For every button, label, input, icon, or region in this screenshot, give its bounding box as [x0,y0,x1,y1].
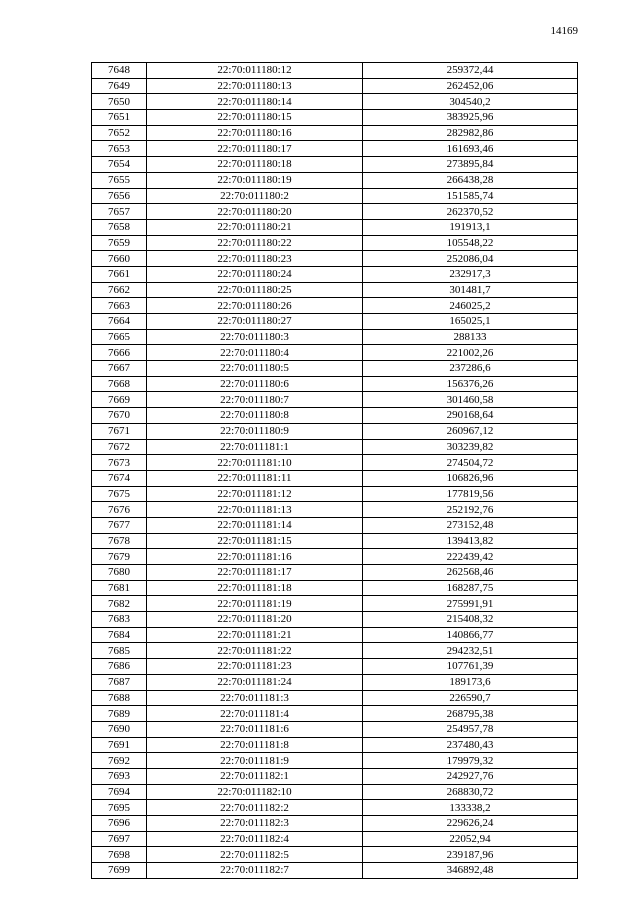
row-number-cell: 7656 [92,188,147,204]
cadastral-number-cell: 22:70:011180:25 [147,282,363,298]
value-cell: 282982,86 [363,125,578,141]
cadastral-number-cell: 22:70:011181:12 [147,486,363,502]
cadastral-number-cell: 22:70:011180:9 [147,423,363,439]
value-cell: 161693,46 [363,141,578,157]
table-row [92,627,578,643]
table-row [92,784,578,800]
value-cell: 239187,96 [363,847,578,863]
value-cell: 133338,2 [363,800,578,816]
cadastral-number-cell: 22:70:011182:2 [147,800,363,816]
cadastral-number-cell: 22:70:011182:5 [147,847,363,863]
table-row [92,674,578,690]
row-number-cell: 7671 [92,423,147,439]
row-number-cell: 7665 [92,329,147,345]
table-row [92,314,578,330]
table-row [92,721,578,737]
cadastral-number-cell: 22:70:011182:4 [147,831,363,847]
cadastral-number-cell: 22:70:011182:10 [147,784,363,800]
cadastral-number-cell: 22:70:011181:15 [147,533,363,549]
table-row [92,847,578,863]
table-row [92,141,578,157]
value-cell: 262568,46 [363,565,578,581]
row-number-cell: 7679 [92,549,147,565]
table-row [92,580,578,596]
cadastral-number-cell: 22:70:011180:22 [147,235,363,251]
row-number-cell: 7688 [92,690,147,706]
cadastral-number-cell: 22:70:011181:4 [147,706,363,722]
row-number-cell: 7654 [92,157,147,173]
value-cell: 262452,06 [363,78,578,94]
value-cell: 242927,76 [363,768,578,784]
cadastral-number-cell: 22:70:011181:22 [147,643,363,659]
table-row [92,298,578,314]
cadastral-number-cell: 22:70:011181:17 [147,565,363,581]
cadastral-number-cell: 22:70:011180:13 [147,78,363,94]
value-cell: 191913,1 [363,219,578,235]
value-cell: 246025,2 [363,298,578,314]
table-row [92,329,578,345]
row-number-cell: 7650 [92,94,147,110]
row-number-cell: 7657 [92,204,147,220]
row-number-cell: 7681 [92,580,147,596]
row-number-cell: 7685 [92,643,147,659]
value-cell: 346892,48 [363,863,578,879]
cadastral-number-cell: 22:70:011180:15 [147,110,363,126]
value-cell: 301481,7 [363,282,578,298]
row-number-cell: 7655 [92,172,147,188]
table-row [92,219,578,235]
row-number-cell: 7668 [92,376,147,392]
value-cell: 259372,44 [363,63,578,79]
value-cell: 168287,75 [363,580,578,596]
table-row [92,110,578,126]
table-row [92,251,578,267]
cadastral-number-cell: 22:70:011180:7 [147,392,363,408]
value-cell: 156376,26 [363,376,578,392]
cadastral-number-cell: 22:70:011180:12 [147,63,363,79]
table-row [92,533,578,549]
cadastral-number-cell: 22:70:011181:24 [147,674,363,690]
table-body [92,63,578,879]
value-cell: 275991,91 [363,596,578,612]
cadastral-number-cell: 22:70:011180:2 [147,188,363,204]
cadastral-number-cell: 22:70:011182:7 [147,863,363,879]
value-cell: 254957,78 [363,721,578,737]
table-row [92,470,578,486]
row-number-cell: 7687 [92,674,147,690]
row-number-cell: 7667 [92,361,147,377]
table-row [92,612,578,628]
value-cell: 268830,72 [363,784,578,800]
table-row [92,863,578,879]
page-number: 14169 [550,25,578,37]
value-cell: 221002,26 [363,345,578,361]
value-cell: 222439,42 [363,549,578,565]
cadastral-number-cell: 22:70:011181:16 [147,549,363,565]
cadastral-number-cell: 22:70:011180:21 [147,219,363,235]
value-cell: 229626,24 [363,816,578,832]
row-number-cell: 7697 [92,831,147,847]
value-cell: 106826,96 [363,470,578,486]
cadastral-number-cell: 22:70:011181:1 [147,439,363,455]
value-cell: 105548,22 [363,235,578,251]
table-row [92,549,578,565]
value-cell: 22052,94 [363,831,578,847]
row-number-cell: 7682 [92,596,147,612]
value-cell: 301460,58 [363,392,578,408]
value-cell: 294232,51 [363,643,578,659]
cadastral-number-cell: 22:70:011180:24 [147,266,363,282]
cadastral-number-cell: 22:70:011180:16 [147,125,363,141]
row-number-cell: 7673 [92,455,147,471]
value-cell: 268795,38 [363,706,578,722]
cadastral-number-cell: 22:70:011181:14 [147,517,363,533]
table-row [92,408,578,424]
table-row [92,565,578,581]
row-number-cell: 7678 [92,533,147,549]
row-number-cell: 7663 [92,298,147,314]
row-number-cell: 7698 [92,847,147,863]
row-number-cell: 7696 [92,816,147,832]
row-number-cell: 7677 [92,517,147,533]
row-number-cell: 7675 [92,486,147,502]
table-row [92,235,578,251]
cadastral-number-cell: 22:70:011181:9 [147,753,363,769]
cadastral-number-cell: 22:70:011180:20 [147,204,363,220]
row-number-cell: 7653 [92,141,147,157]
table-row [92,596,578,612]
table-row [92,502,578,518]
cadastral-number-cell: 22:70:011181:20 [147,612,363,628]
value-cell: 252086,04 [363,251,578,267]
cadastral-number-cell: 22:70:011181:23 [147,659,363,675]
table-row [92,439,578,455]
value-cell: 288133 [363,329,578,345]
cadastral-number-cell: 22:70:011180:18 [147,157,363,173]
cadastral-number-cell: 22:70:011181:18 [147,580,363,596]
table-row [92,204,578,220]
table-row [92,78,578,94]
row-number-cell: 7674 [92,470,147,486]
row-number-cell: 7669 [92,392,147,408]
cadastral-table [91,62,578,879]
cadastral-number-cell: 22:70:011180:5 [147,361,363,377]
row-number-cell: 7693 [92,768,147,784]
cadastral-number-cell: 22:70:011181:10 [147,455,363,471]
row-number-cell: 7659 [92,235,147,251]
table-row [92,94,578,110]
table-row [92,737,578,753]
value-cell: 165025,1 [363,314,578,330]
table-row [92,643,578,659]
cadastral-number-cell: 22:70:011180:14 [147,94,363,110]
row-number-cell: 7662 [92,282,147,298]
value-cell: 273895,84 [363,157,578,173]
value-cell: 303239,82 [363,439,578,455]
row-number-cell: 7694 [92,784,147,800]
cadastral-number-cell: 22:70:011180:8 [147,408,363,424]
value-cell: 139413,82 [363,533,578,549]
value-cell: 304540,2 [363,94,578,110]
cadastral-number-cell: 22:70:011182:1 [147,768,363,784]
cadastral-number-cell: 22:70:011180:26 [147,298,363,314]
table-row [92,800,578,816]
value-cell: 290168,64 [363,408,578,424]
row-number-cell: 7649 [92,78,147,94]
table-row [92,188,578,204]
row-number-cell: 7683 [92,612,147,628]
table-row [92,753,578,769]
row-number-cell: 7660 [92,251,147,267]
value-cell: 237480,43 [363,737,578,753]
cadastral-number-cell: 22:70:011181:21 [147,627,363,643]
row-number-cell: 7658 [92,219,147,235]
row-number-cell: 7690 [92,721,147,737]
table-row [92,125,578,141]
table-row [92,392,578,408]
table-row [92,455,578,471]
value-cell: 232917,3 [363,266,578,282]
value-cell: 107761,39 [363,659,578,675]
cadastral-number-cell: 22:70:011181:13 [147,502,363,518]
row-number-cell: 7699 [92,863,147,879]
row-number-cell: 7676 [92,502,147,518]
row-number-cell: 7680 [92,565,147,581]
table-row [92,63,578,79]
table-row [92,816,578,832]
cadastral-number-cell: 22:70:011180:6 [147,376,363,392]
value-cell: 274504,72 [363,455,578,471]
value-cell: 266438,28 [363,172,578,188]
row-number-cell: 7695 [92,800,147,816]
cadastral-number-cell: 22:70:011182:3 [147,816,363,832]
cadastral-number-cell: 22:70:011181:6 [147,721,363,737]
value-cell: 237286,6 [363,361,578,377]
value-cell: 177819,56 [363,486,578,502]
row-number-cell: 7661 [92,266,147,282]
cadastral-number-cell: 22:70:011181:11 [147,470,363,486]
value-cell: 179979,32 [363,753,578,769]
row-number-cell: 7666 [92,345,147,361]
row-number-cell: 7689 [92,706,147,722]
cadastral-number-cell: 22:70:011181:8 [147,737,363,753]
row-number-cell: 7651 [92,110,147,126]
cadastral-number-cell: 22:70:011180:23 [147,251,363,267]
row-number-cell: 7686 [92,659,147,675]
value-cell: 260967,12 [363,423,578,439]
cadastral-number-cell: 22:70:011180:27 [147,314,363,330]
cadastral-number-cell: 22:70:011180:4 [147,345,363,361]
row-number-cell: 7692 [92,753,147,769]
value-cell: 189173,6 [363,674,578,690]
row-number-cell: 7664 [92,314,147,330]
value-cell: 215408,32 [363,612,578,628]
row-number-cell: 7652 [92,125,147,141]
value-cell: 383925,96 [363,110,578,126]
table-row [92,376,578,392]
table-row [92,486,578,502]
table-row [92,172,578,188]
cadastral-number-cell: 22:70:011181:19 [147,596,363,612]
table-row [92,659,578,675]
value-cell: 140866,77 [363,627,578,643]
value-cell: 151585,74 [363,188,578,204]
row-number-cell: 7684 [92,627,147,643]
table-row [92,423,578,439]
table-row [92,706,578,722]
table-row [92,768,578,784]
cadastral-number-cell: 22:70:011180:19 [147,172,363,188]
table-row [92,282,578,298]
table-row [92,345,578,361]
value-cell: 226590,7 [363,690,578,706]
table-row [92,266,578,282]
row-number-cell: 7648 [92,63,147,79]
table-row [92,517,578,533]
table-row [92,831,578,847]
row-number-cell: 7672 [92,439,147,455]
cadastral-number-cell: 22:70:011180:3 [147,329,363,345]
cadastral-number-cell: 22:70:011181:3 [147,690,363,706]
table-row [92,361,578,377]
row-number-cell: 7691 [92,737,147,753]
value-cell: 273152,48 [363,517,578,533]
table-row [92,690,578,706]
value-cell: 252192,76 [363,502,578,518]
table-row [92,157,578,173]
cadastral-number-cell: 22:70:011180:17 [147,141,363,157]
value-cell: 262370,52 [363,204,578,220]
row-number-cell: 7670 [92,408,147,424]
